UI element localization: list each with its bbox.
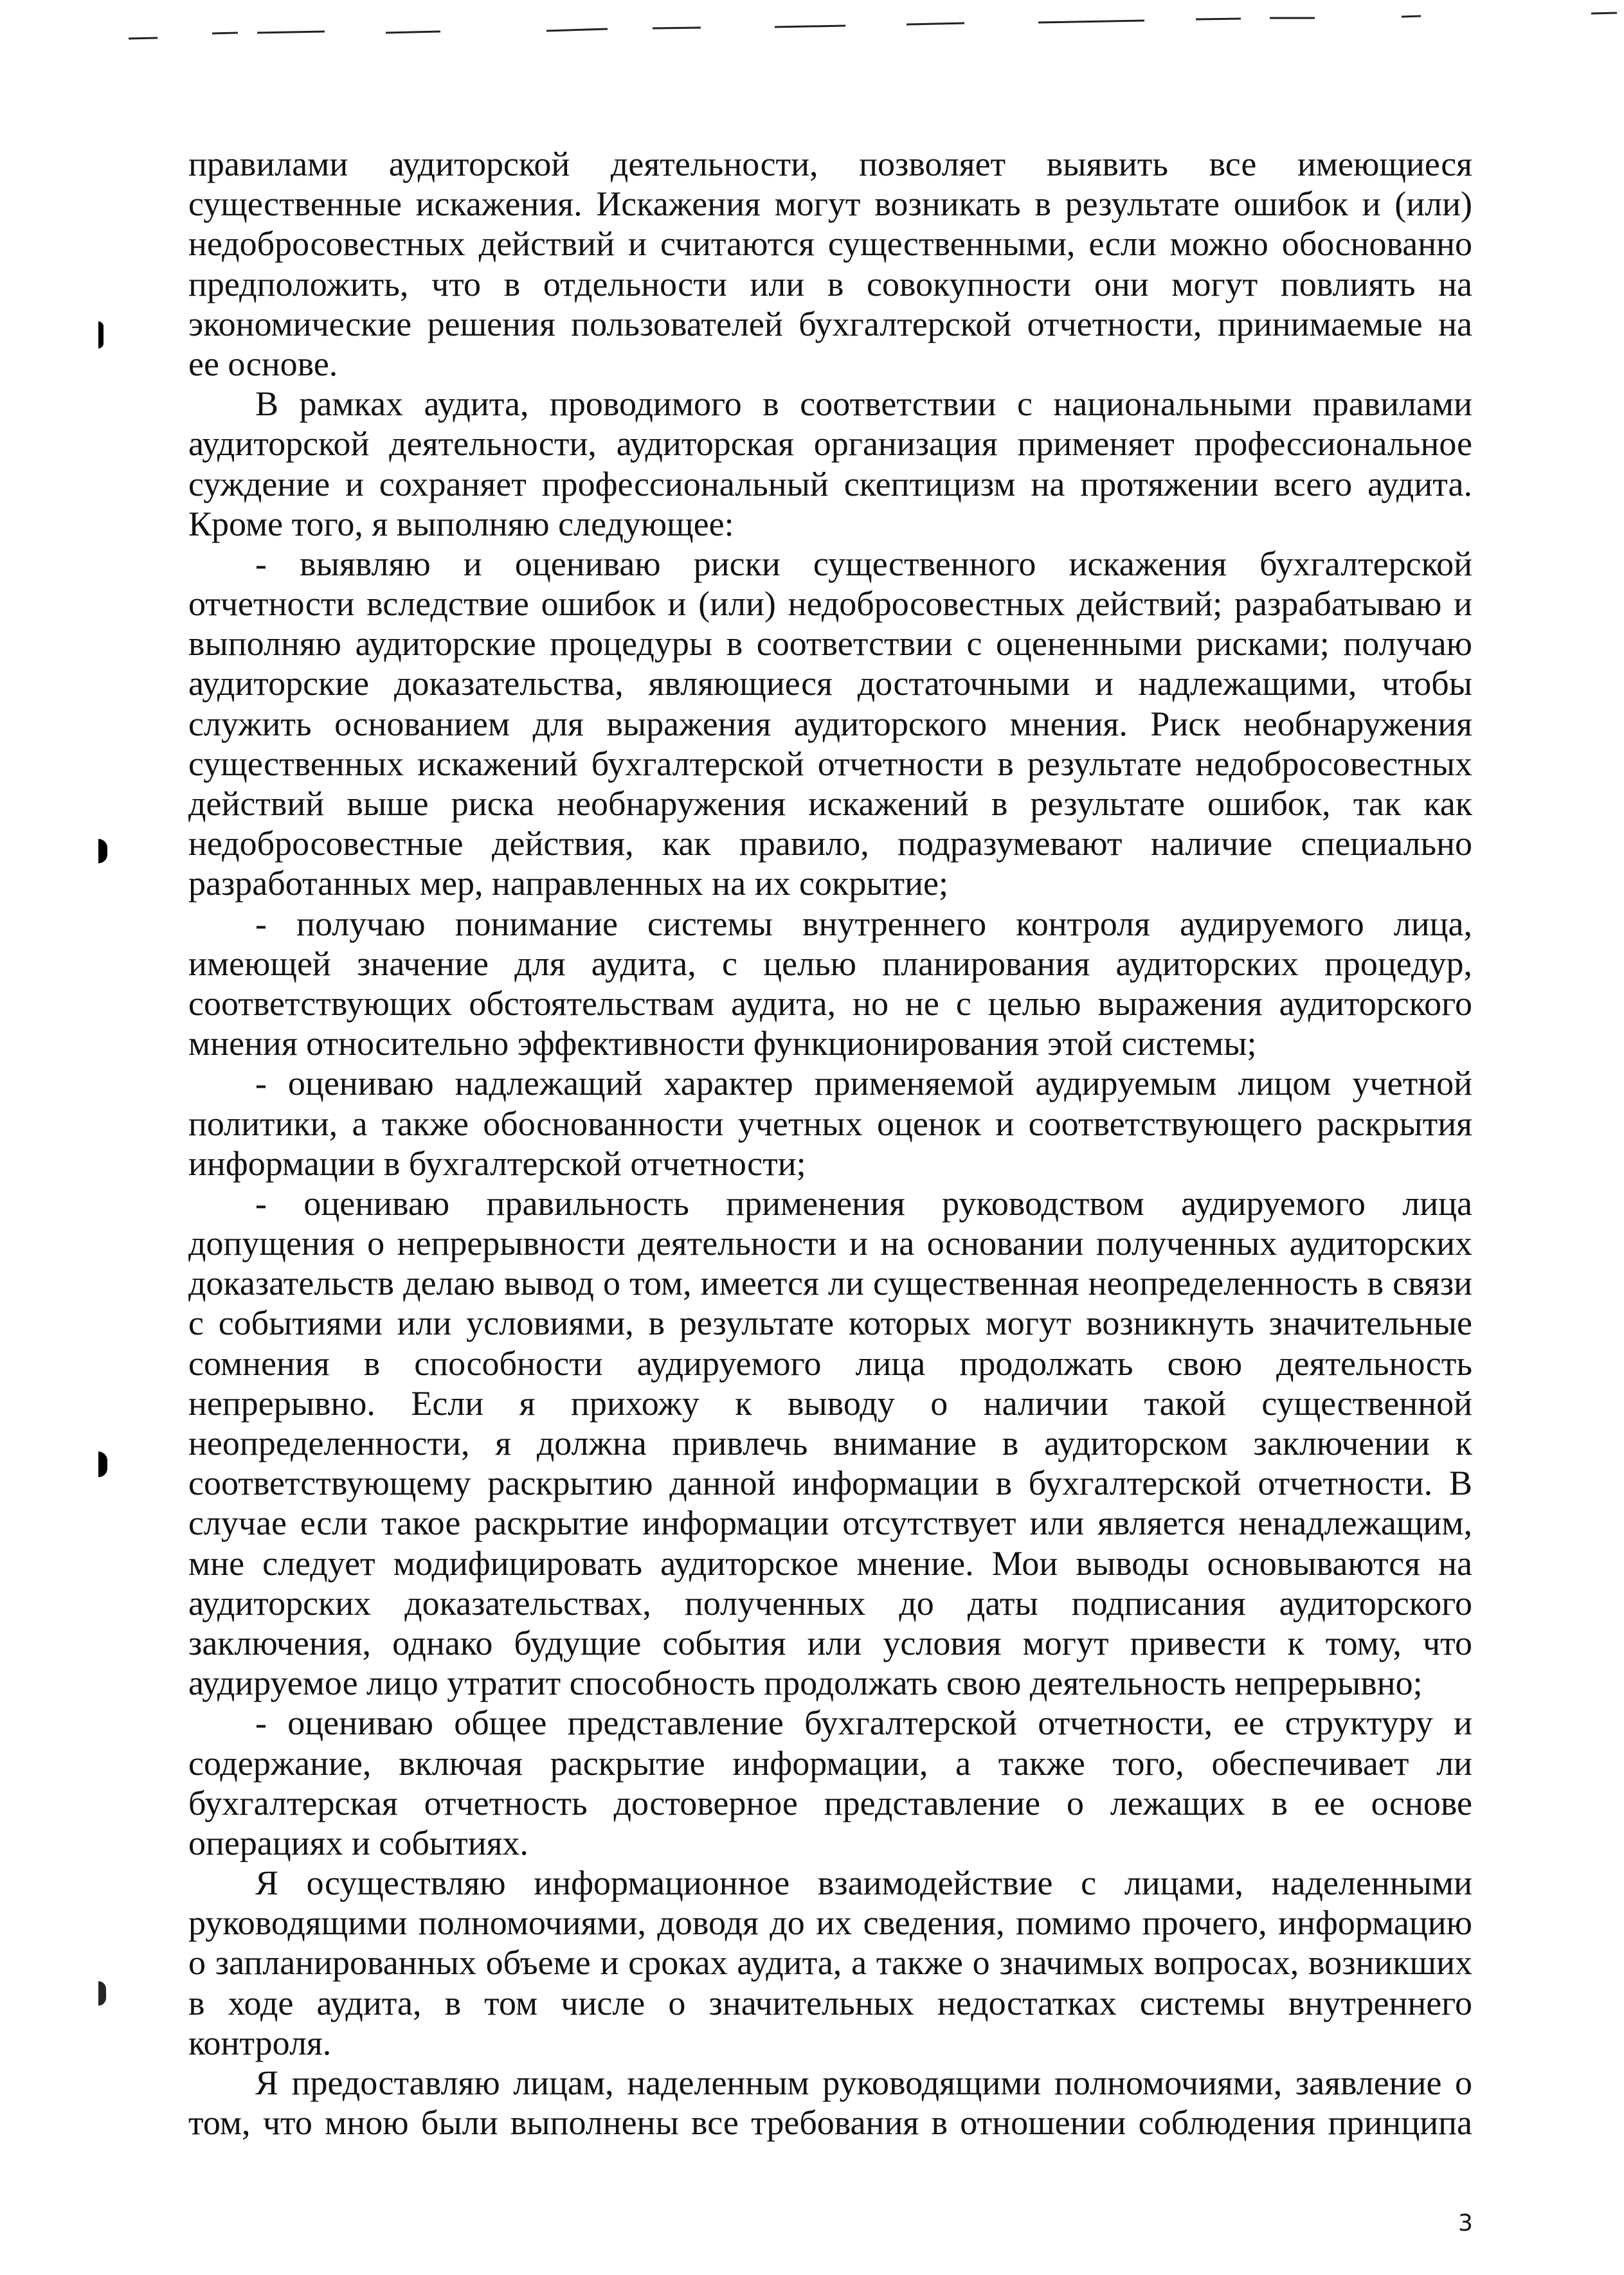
text-line: недобросовестных действий и считаются существенными, если можно обоснованно xyxy=(188,224,1472,264)
text-line: предположить, что в отдельности или в совокупности они могут повлиять на xyxy=(188,264,1472,303)
paragraph xyxy=(188,904,1472,1064)
text-line: неопределенности, я должна привлечь внимание в аудиторском заключении к xyxy=(188,1424,1472,1462)
text-line: в ходе аудита, в том числе о значительных недостатках системы внутреннего xyxy=(188,1983,1472,2022)
paragraph xyxy=(188,1863,1472,2063)
text-line: заключения, однако будущие события или условия могут привести к тому, что xyxy=(188,1623,1472,1662)
text-line: служить основанием для выражения аудиторского мнения. Риск необнаружения xyxy=(188,704,1472,743)
text-line: отчетности вследствие ошибок и (или) недобросовестных действий; разрабатываю и xyxy=(188,584,1472,624)
text-line: непрерывно. Если я прихожу к выводу о наличии такой существенной xyxy=(188,1383,1472,1423)
punch-hole-mark xyxy=(98,321,104,348)
paragraph xyxy=(188,1183,1472,1703)
text-line: Кроме того, я выполняю следующее: xyxy=(188,504,734,543)
text-line: соответствующему раскрытию данной информации в бухгалтерской отчетности. В xyxy=(188,1464,1472,1503)
text-line: экономические решения пользователей бухгалтерской отчетности, принимаемые на xyxy=(188,304,1472,343)
paragraph xyxy=(188,1063,1472,1183)
document-body xyxy=(188,144,1472,2143)
text-line: с событиями или условиями, в результате которых могут возникнуть значительные xyxy=(188,1304,1472,1343)
text-line: действий выше риска необнаружения искажений в результате ошибок, так как xyxy=(188,784,1472,823)
paragraph xyxy=(188,2063,1472,2143)
text-line: политики, а также обоснованности учетных оценок и соответствующего раскрытия xyxy=(188,1104,1472,1143)
text-line: аудируемое лицо утратит способность продолжать свою деятельность непрерывно; xyxy=(188,1664,1423,1703)
text-line: случае если такое раскрытие информации отсутствует или является ненадлежащим, xyxy=(188,1504,1472,1543)
text-line: содержание, включая раскрытие информации, а также того, обеспечивает ли xyxy=(188,1743,1472,1783)
text-line: Я предоставляю лицам, наделенным руководящими полномочиями, заявление о xyxy=(255,2064,1472,2102)
punch-hole-mark xyxy=(98,839,107,863)
text-line: том, что мною были выполнены все требования в отношении соблюдения принципа xyxy=(188,2103,1472,2143)
text-line: - получаю понимание системы внутреннего контроля аудируемого лица, xyxy=(255,904,1472,943)
text-line: мне следует модифицировать аудиторское мнение. Мои выводы основываются на xyxy=(188,1543,1472,1583)
text-line: имеющей значение для аудита, с целью планирования аудиторских процедур, xyxy=(188,944,1472,983)
text-line: допущения о непрерывности деятельности и на основании полученных аудиторских xyxy=(188,1224,1472,1263)
text-line: суждение и сохраняет профессиональный скептицизм на протяжении всего аудита. xyxy=(188,464,1472,503)
text-line: мнения относительно эффективности функционирования этой системы; xyxy=(188,1024,1257,1063)
text-line: ее основе. xyxy=(188,344,338,383)
text-line: существенных искажений бухгалтерской отчетности в результате недобросовестных xyxy=(188,744,1472,783)
text-line: правилами аудиторской деятельности, позволяет выявить все имеющиеся xyxy=(188,145,1472,183)
text-line: аудиторские доказательства, являющиеся достаточными и надлежащими, чтобы xyxy=(188,664,1472,703)
text-line: аудиторской деятельности, аудиторская организация применяет профессиональное xyxy=(188,424,1472,463)
text-line: существенные искажения. Искажения могут возникать в результате ошибок и (или) xyxy=(188,184,1472,224)
text-line: Я осуществляю информационное взаимодействие с лицами, наделенными xyxy=(255,1864,1472,1903)
text-line: операциях и событиях. xyxy=(188,1823,528,1862)
text-line: соответствующих обстоятельствам аудита, но не с целью выражения аудиторского xyxy=(188,984,1472,1023)
text-line: сомнения в способности аудируемого лица продолжать свою деятельность xyxy=(188,1344,1472,1383)
text-line: - оцениваю надлежащий характер применяемой аудируемым лицом учетной xyxy=(255,1064,1472,1103)
text-line: В рамках аудита, проводимого в соответствии с национальными правилами xyxy=(255,384,1472,424)
text-line: аудиторских доказательствах, полученных до даты подписания аудиторского xyxy=(188,1583,1472,1623)
text-line: контроля. xyxy=(188,2023,332,2062)
text-line: доказательств делаю вывод о том, имеется ли существенная неопределенность в связи xyxy=(188,1264,1472,1303)
text-line: выполняю аудиторские процедуры в соответствии с оцененными рисками; получаю xyxy=(188,624,1472,663)
text-line: - оцениваю правильность применения руководством аудируемого лица xyxy=(255,1183,1472,1223)
text-line: разработанных мер, направленных на их сокрытие; xyxy=(188,864,948,903)
punch-hole-mark xyxy=(98,1981,106,2006)
text-line: недобросовестные действия, как правило, подразумевают наличие специально xyxy=(188,824,1472,863)
text-line: - выявляю и оцениваю риски существенного искажения бухгалтерской xyxy=(255,544,1472,583)
text-line: руководящими полномочиями, доводя до их сведения, помимо прочего, информацию xyxy=(188,1903,1472,1943)
text-line: информации в бухгалтерской отчетности; xyxy=(188,1144,806,1183)
paragraph xyxy=(188,1703,1472,1863)
text-line: о запланированных объеме и сроках аудита, а также о значимых вопросах, возникших xyxy=(188,1943,1472,1983)
punch-hole-mark xyxy=(98,1452,107,1477)
paragraph xyxy=(188,384,1472,544)
text-line: - оцениваю общее представление бухгалтерской отчетности, ее структуру и xyxy=(255,1704,1472,1743)
paragraph xyxy=(188,144,1472,384)
paragraph xyxy=(188,544,1472,904)
page-number: 3 xyxy=(1458,2210,1473,2236)
scan-edge-artifact xyxy=(0,0,1624,77)
text-line: бухгалтерская отчетность достоверное представление о лежащих в ее основе xyxy=(188,1783,1472,1822)
